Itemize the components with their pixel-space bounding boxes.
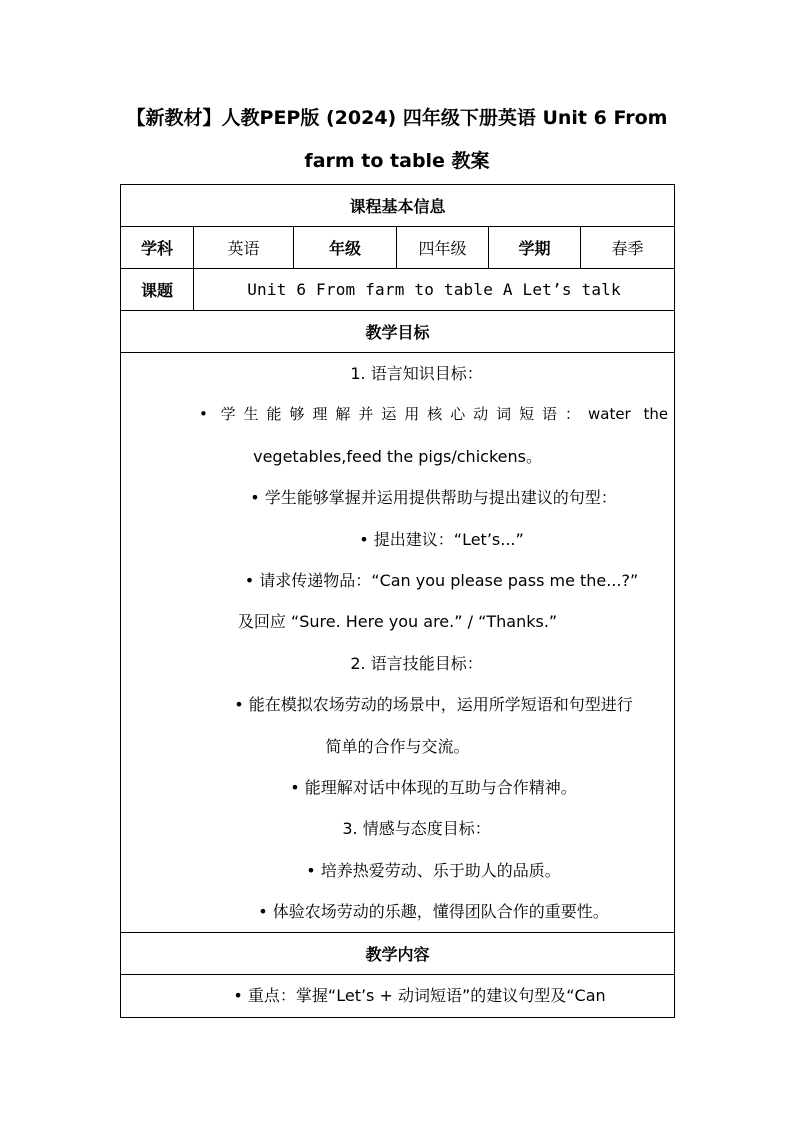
objective-1a-cont: vegetables,feed the pigs/chickens。 <box>253 446 542 466</box>
topic-row <box>121 269 675 311</box>
objective-heading-2: 2. 语言技能目标： <box>350 653 483 673</box>
term-label: 学期 <box>489 227 581 269</box>
section-basic-info: 课程基本信息 <box>121 185 675 227</box>
document-title-line-2: farm to table 教案 <box>304 150 490 172</box>
grade-value: 四年级 <box>397 227 489 269</box>
objectives-body <box>121 353 675 933</box>
section-objectives: 教学目标 <box>121 311 675 353</box>
term-value: 春季 <box>581 227 675 269</box>
subject-value: 英语 <box>194 227 294 269</box>
objective-3b: • 体验农场劳动的乐趣，懂得团队合作的重要性。 <box>258 902 609 922</box>
content-header-row <box>121 933 675 975</box>
content-key-point: • 重点：掌握“Let’s + 动词短语”的建议句型及“Can <box>233 986 606 1006</box>
lesson-plan-table <box>120 184 675 1018</box>
basic-info-header-row <box>121 185 675 227</box>
objectives-body-row <box>121 353 675 933</box>
subject-label: 学科 <box>121 227 194 269</box>
section-content: 教学内容 <box>121 933 675 975</box>
objective-1a: • 学生能够理解并运用核心动词短语：water the <box>199 405 669 424</box>
subject-grade-term-row <box>121 227 675 269</box>
objective-1b-i: • 提出建议：“Let’s...” <box>359 529 524 549</box>
objectives-header-row <box>121 311 675 353</box>
grade-label: 年级 <box>294 227 397 269</box>
objective-2a: • 能在模拟农场劳动的场景中，运用所学短语和句型进行 <box>234 695 633 715</box>
objective-heading-3: 3. 情感与态度目标： <box>342 819 491 839</box>
objective-2a-cont: 简单的合作与交流。 <box>325 736 470 756</box>
objective-2b: • 能理解对话中体现的互助与合作精神。 <box>290 777 577 797</box>
topic-value: Unit 6 From farm to table A Let’s talk <box>194 269 675 311</box>
document-title <box>120 97 674 183</box>
topic-label: 课题 <box>121 269 194 311</box>
objective-3a: • 培养热爱劳动、乐于助人的品质。 <box>306 860 561 880</box>
objective-heading-1: 1. 语言知识目标： <box>350 364 483 383</box>
content-body <box>121 975 675 1017</box>
document-title-line-1: 【新教材】人教PEP版 (2024) 四年级下册英语 Unit 6 From <box>126 107 668 129</box>
content-body-row <box>121 975 675 1017</box>
objective-1b-ii: • 请求传递物品：“Can you please pass me the...?” <box>244 570 639 590</box>
objective-1b-ii-cont: 及回应 “Sure. Here you are.” / “Thanks.” <box>237 612 558 632</box>
objective-1b: • 学生能够掌握并运用提供帮助与提出建议的句型： <box>250 488 617 508</box>
